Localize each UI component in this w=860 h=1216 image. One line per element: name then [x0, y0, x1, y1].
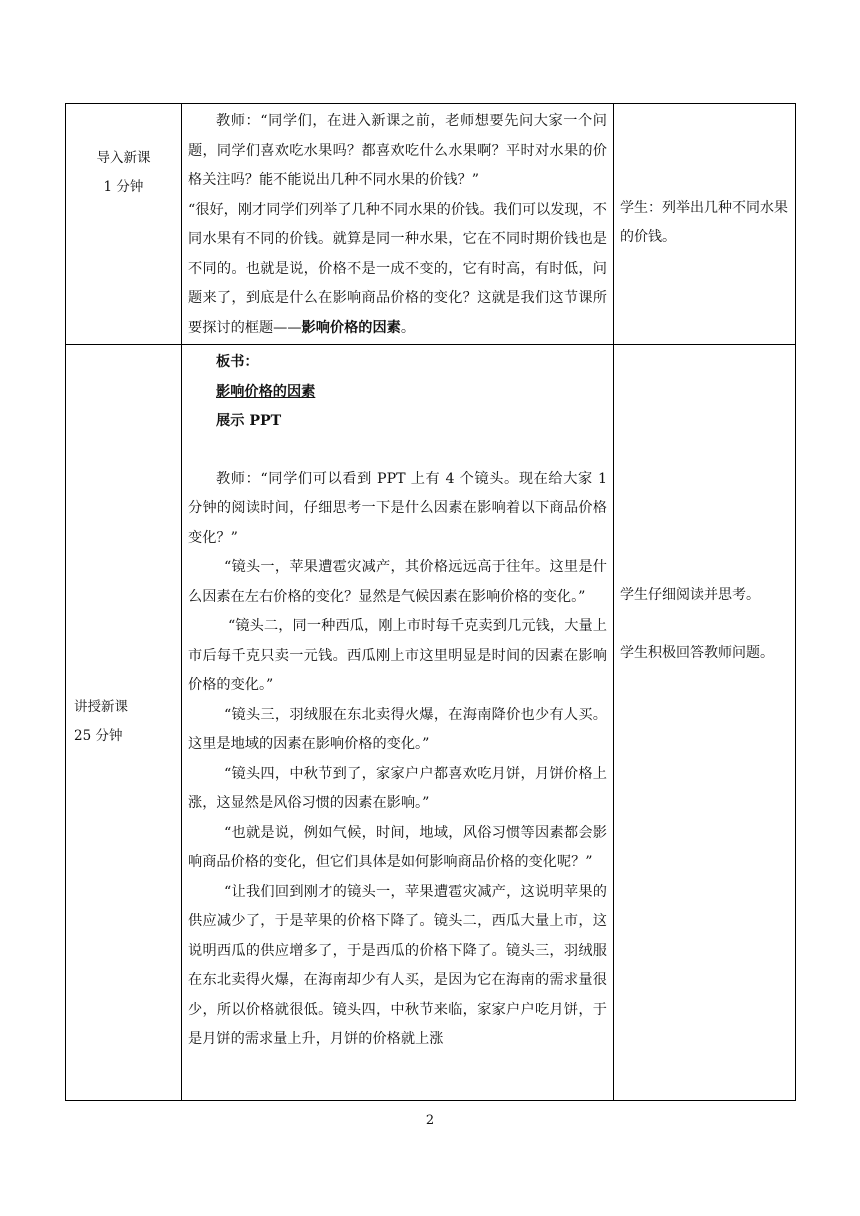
table-row	[66, 345, 796, 1101]
content-paragraph: “也就是说，例如气候，时间，地域，风俗习惯等因素都会影响商品价格的变化，但它们具体是如何影响商品价格的变化呢？”	[188, 824, 607, 870]
teacher-activity-cell	[182, 104, 614, 345]
stage-cell	[66, 345, 182, 1101]
show-ppt: 展示 PPT	[216, 413, 282, 429]
content-paragraph: “镜头二，同一种西瓜，刚上市时每千克卖到几元钱，大量上市后每千克只卖一元钱。西瓜刚上市这里明显是时间的因素在影响价格的变化。”	[188, 618, 607, 693]
stage-time: 1 分钟	[103, 179, 144, 195]
lesson-plan-table	[65, 103, 796, 1101]
stage-cell	[66, 104, 182, 345]
page-number: 2	[425, 1113, 435, 1128]
board-label: 板书：	[216, 354, 259, 370]
content-paragraph: “镜头四，中秋节到了，家家户户都喜欢吃月饼，月饼价格上涨，这显然是风俗习惯的因素在影响。”	[188, 765, 607, 811]
stage-time: 25 分钟	[74, 728, 123, 744]
topic-title: 影响价格的因素	[301, 319, 401, 336]
table-row	[66, 104, 796, 345]
content-paragraph: 教师：“同学们，在进入新课之前，老师想要先问大家一个问题，同学们喜欢吃水果吗？都喜欢吃什么水果啊？平时对水果的价格关注吗？能不能说出几种不同水果的价钱？”	[188, 113, 607, 188]
stage-name: 讲授新课	[74, 699, 128, 715]
content-paragraph: 教师：“同学们可以看到 PPT 上有 4 个镜头。现在给大家 1 分钟的阅读时间，仔细思考一下是什么因素在影响着以下商品价格变化？”	[188, 470, 607, 546]
teacher-activity-cell	[182, 345, 614, 1101]
student-activity-cell	[614, 104, 796, 345]
student-activity: 学生仔细阅读并思考。	[620, 587, 760, 603]
content-paragraph: “镜头三，羽绒服在东北卖得火爆，在海南降价也少有人买。这里是地域的因素在影响价格的变化。”	[188, 706, 607, 752]
content-paragraph: “镜头一，苹果遭雹灾减产，其价格远远高于往年。这里是什么因素在左右价格的变化？显然是气候因素在影响价格的变化。”	[188, 559, 607, 605]
stage-name: 导入新课	[96, 150, 151, 166]
content-paragraph: “很好，刚才同学们列举了几种不同水果的价钱。我们可以发现，不同水果有不同的价钱。就算是同一种水果，它在不同时期价钱也是不同的。也就是说，价格不是一成不变的，它有时高，有时低，问题来了，到底是什么在影响商品价格的变化？这就是我们这节课所要探讨的框题——影响价格的因素。	[188, 201, 607, 336]
content-paragraph: “让我们回到刚才的镜头一，苹果遭雹灾减产，这说明苹果的供应减少了，于是苹果的价格下降了。镜头二，西瓜大量上市，这说明西瓜的供应增多了，于是西瓜的价格下降了。镜头三，羽绒服在东北卖得火爆，在海南却少有人买，是因为它在海南的需求量很少，所以价格就很低。镜头四，中秋节来临，家家户户吃月饼，于是月饼的需求量上升，月饼的价格就上涨	[188, 883, 607, 1047]
student-activity: 学生积极回答教师问题。	[620, 645, 774, 661]
board-title: 影响价格的因素	[216, 383, 316, 400]
student-activity: 学生：列举出几种不同水果的价钱。	[620, 200, 788, 245]
student-activity-cell	[614, 345, 796, 1101]
